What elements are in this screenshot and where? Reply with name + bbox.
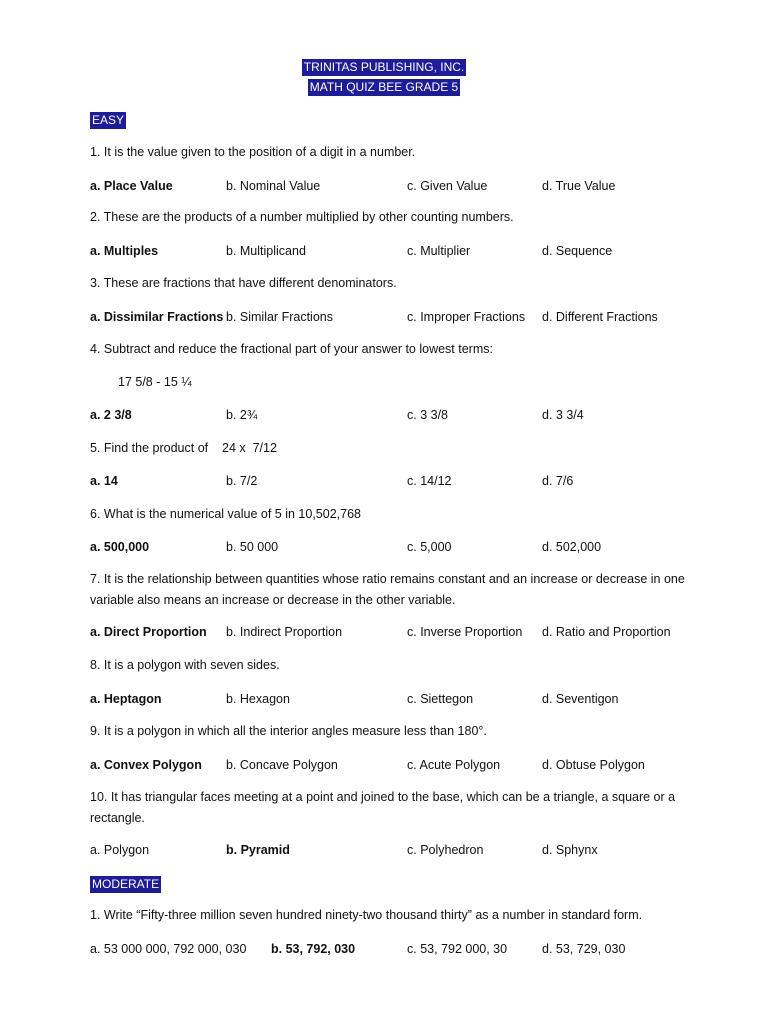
options-9 xyxy=(90,756,730,774)
option-3c: c. Improper Fractions xyxy=(407,310,526,324)
section-label-moderate: MODERATE xyxy=(92,877,160,891)
option-10a: a. Polygon xyxy=(90,843,150,857)
question-5: 5. Find the product of 24 x 7/12 xyxy=(90,441,277,455)
question-3: 3. These are fractions that have different denominators. xyxy=(90,276,397,290)
options-10 xyxy=(90,841,730,859)
option-8a: a. Heptagon xyxy=(90,692,162,706)
options-6 xyxy=(90,538,730,556)
question-4-expression: 17 5/8 - 15 ¼ xyxy=(118,375,192,389)
option-1a: a. Place Value xyxy=(90,179,173,193)
question-10: 10. It has triangular faces meeting at a point and joined to the base, which can be a triangle, a square or a rectangle. xyxy=(90,790,676,825)
option-6b: b. 50 000 xyxy=(226,540,279,554)
header-quiz-title xyxy=(0,78,768,96)
options-7 xyxy=(90,623,730,641)
option-9a: a. Convex Polygon xyxy=(90,758,202,772)
option-1b: b. Nominal Value xyxy=(226,179,321,193)
option-10c: c. Polyhedron xyxy=(407,843,484,857)
option-4c: c. 3 3/8 xyxy=(407,408,448,422)
question-8: 8. It is a polygon with seven sides. xyxy=(90,658,280,672)
options-3 xyxy=(90,308,730,326)
options-1 xyxy=(90,177,730,195)
question-7: 7. It is the relationship between quantities whose ratio remains constant and an increase or decrease in one variable also means an increase or decrease in the other variable. xyxy=(90,572,685,607)
question-4: 4. Subtract and reduce the fractional part of your answer to lowest terms: xyxy=(90,342,493,356)
moderate-options-1 xyxy=(90,940,730,958)
options-4 xyxy=(90,406,730,424)
moderate-option-1c: c. 53, 792 000, 30 xyxy=(407,942,508,956)
options-5 xyxy=(90,472,730,490)
question-2: 2. These are the products of a number multiplied by other counting numbers. xyxy=(90,210,514,224)
option-10d: d. Sphynx xyxy=(542,843,598,857)
option-7c: c. Inverse Proportion xyxy=(407,625,523,639)
option-9b: b. Concave Polygon xyxy=(226,758,338,772)
section-label-easy: EASY xyxy=(92,113,125,127)
option-7b: b. Indirect Proportion xyxy=(226,625,343,639)
question-6: 6. What is the numerical value of 5 in 10,502,768 xyxy=(90,507,361,521)
option-8c: c. Siettegon xyxy=(407,692,474,706)
option-5b: b. 7/2 xyxy=(226,474,258,488)
option-4d: d. 3 3/4 xyxy=(542,408,584,422)
option-2b: b. Multiplicand xyxy=(226,244,306,258)
option-7d: d. Ratio and Proportion xyxy=(542,625,671,639)
option-5a: a. 14 xyxy=(90,474,118,488)
option-4a: a. 2 3/8 xyxy=(90,408,132,422)
section-moderate xyxy=(90,875,161,893)
option-6d: d. 502,000 xyxy=(542,540,602,554)
moderate-option-1a: a. 53 000 000, 792 000, 030 xyxy=(90,942,247,956)
option-5c: c. 14/12 xyxy=(407,474,452,488)
moderate-question-1: 1. Write “Fifty-three million seven hundred ninety-two thousand thirty” as a number in standard form. xyxy=(90,908,643,922)
option-3d: d. Different Fractions xyxy=(542,310,658,324)
option-3a: a. Dissimilar Fractions xyxy=(90,310,224,324)
options-8 xyxy=(90,690,730,708)
option-9c: c. Acute Polygon xyxy=(407,758,501,772)
option-6c: c. 5,000 xyxy=(407,540,452,554)
moderate-option-1b: b. 53, 792, 030 xyxy=(271,942,356,956)
option-6a: a. 500,000 xyxy=(90,540,150,554)
quiz-title: MATH QUIZ BEE GRADE 5 xyxy=(309,80,459,94)
option-8b: b. Hexagon xyxy=(226,692,290,706)
option-8d: d. Seventigon xyxy=(542,692,619,706)
header-publisher xyxy=(0,58,768,76)
option-2a: a. Multiples xyxy=(90,244,159,258)
moderate-option-1d: d. 53, 729, 030 xyxy=(542,942,626,956)
option-9d: d. Obtuse Polygon xyxy=(542,758,645,772)
section-easy xyxy=(90,111,126,129)
option-7a: a. Direct Proportion xyxy=(90,625,207,639)
question-9: 9. It is a polygon in which all the interior angles measure less than 180°. xyxy=(90,724,487,738)
option-5d: d. 7/6 xyxy=(542,474,574,488)
publisher-title: TRINITAS PUBLISHING, INC. xyxy=(303,60,465,74)
options-2 xyxy=(90,242,730,260)
option-4b: b. 2¾ xyxy=(226,408,258,422)
option-3b: b. Similar Fractions xyxy=(226,310,333,324)
option-1d: d. True Value xyxy=(542,179,616,193)
option-1c: c. Given Value xyxy=(407,179,488,193)
option-10b: b. Pyramid xyxy=(226,843,290,857)
option-2c: c. Multiplier xyxy=(407,244,471,258)
option-2d: d. Sequence xyxy=(542,244,613,258)
question-1: 1. It is the value given to the position of a digit in a number. xyxy=(90,145,416,159)
